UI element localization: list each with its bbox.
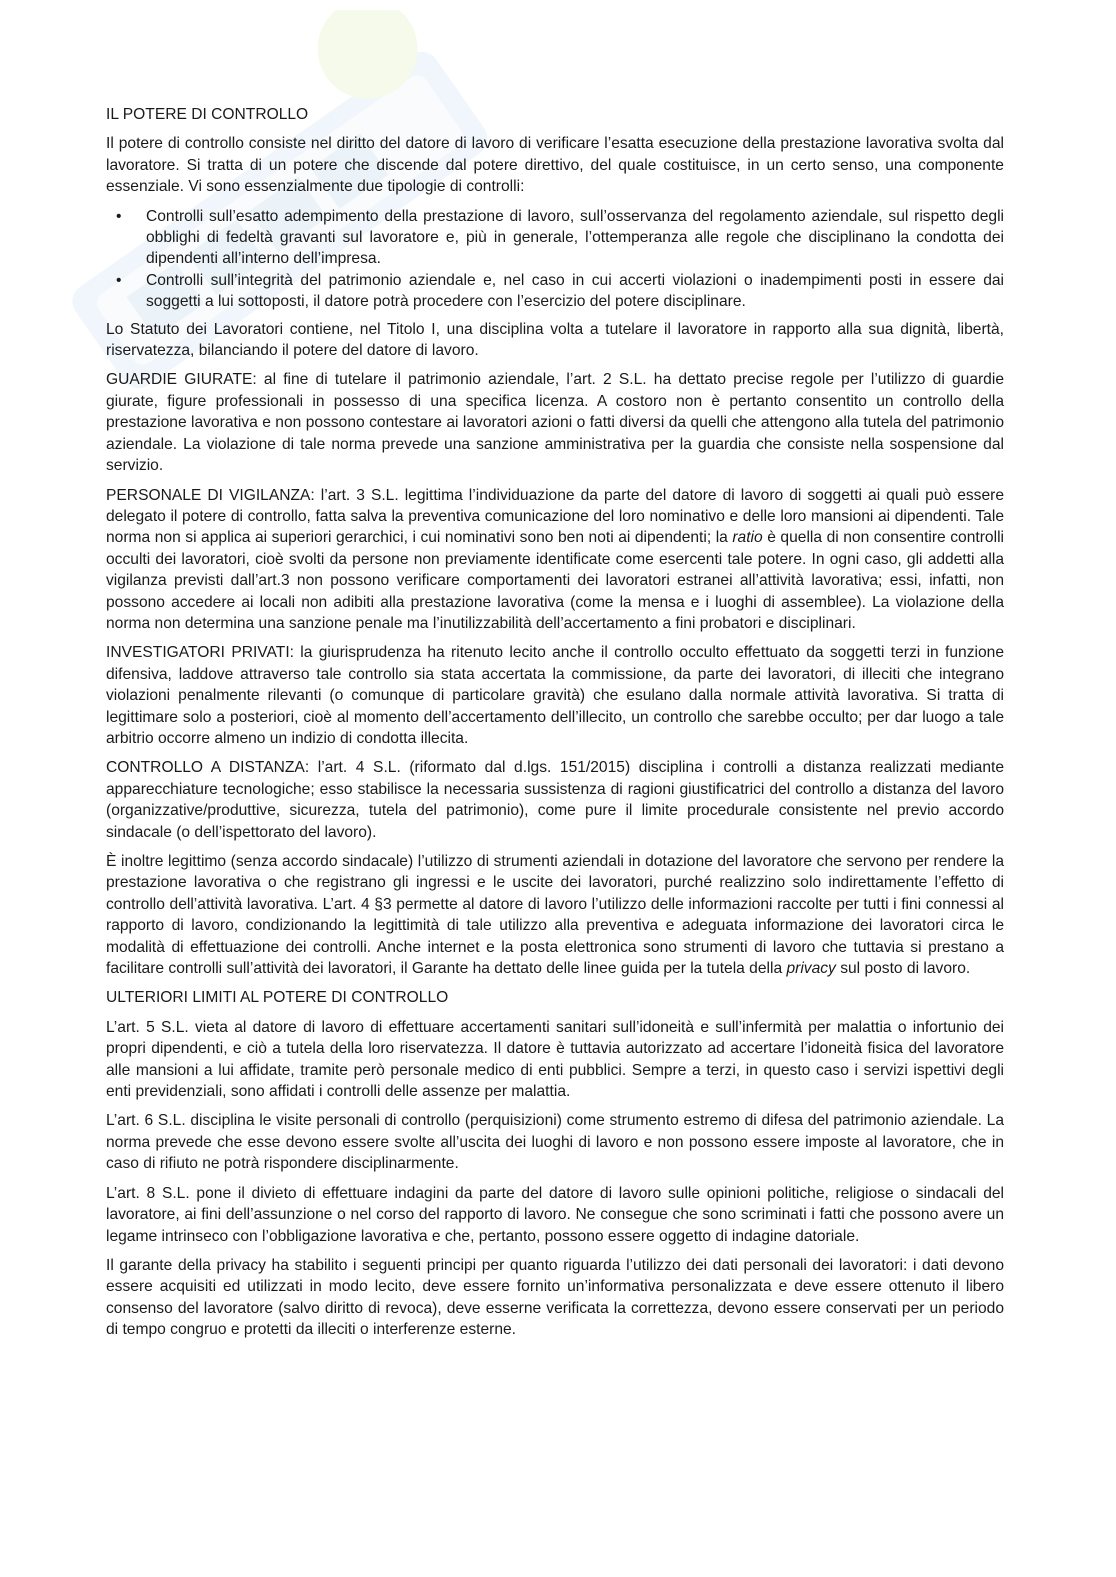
bullet-icon: •: [116, 271, 122, 289]
intro-paragraph: Il potere di controllo consiste nel diritto del datore di lavoro di verificare l’esatta esecuzione della prestazione lavorativa svolta dal lavoratore. Si tratta di un potere che discende dal potere direttivo, del quale costituisce, in un certo senso, una componente essenziale. Vi sono essenzialmente due tipologie di controlli:: [106, 135, 1004, 196]
control-types-list: [106, 206, 1004, 313]
italic-term: ratio: [732, 529, 763, 547]
legittimo-paragraph: [106, 851, 1004, 979]
art5-paragraph: L’art. 5 S.L. vieta al datore di lavoro di effettuare accertamenti sanitari sull’idoneità e sull’infermità per malattia o infortunio dei propri dipendenti, e ciò a tutela della loro riservatezza. Il datore è tuttavia autorizzato ad accertare l’idoneità fisica del lavoratore alle mansioni a lui affidate, tramite però personale medico di enti pubblici. Sempre a terzi, in questo caso i servizi ispettivi degli enti previdenziali, sono affidati i controlli delle assenze per malattia.: [106, 1018, 1004, 1101]
list-item-text: Controlli sull’esatto adempimento della prestazione di lavoro, sull’osservanza del regolamento aziendale, sul rispetto degli obblighi di fedeltà gravanti sul lavoratore e, più in generale, l’ottemperanza alle regole che disciplinano la condotta dei dipendenti all’interno dell’impresa.: [146, 207, 1004, 268]
section-subtitle: ULTERIORI LIMITI AL POTERE DI CONTROLLO: [106, 989, 449, 1007]
statuto-paragraph: Lo Statuto dei Lavoratori contiene, nel Titolo I, una disciplina volta a tutelare il lavoratore in rapporto alla sua dignità, libertà, riservatezza, bilanciando il potere del datore di lavoro.: [106, 320, 1004, 360]
list-item-text: Controlli sull’integrità del patrimonio aziendale e, nel caso in cui accerti violazioni o inadempimenti posti in essere dai soggetti a lui sottoposti, il datore potrà procedere con l’esercizio del potere disciplinare.: [146, 271, 1004, 311]
text-segment: PERSONALE DI VIGILANZA: l’art. 3 S.L. legittima l’individuazione da parte del datore di lavoro di soggetti ai quali può essere delegato il potere di controllo, fatta salva la preventiva comunicazione del loro nominativo e delle loro mansioni ai dipendenti. Tale norma non si applica ai superiori gerarchici, i cui nominativi sono ben noti ai dipendenti; la: [106, 486, 1004, 547]
guardie-giurate-paragraph: GUARDIE GIURATE: al fine di tutelare il patrimonio aziendale, l’art. 2 S.L. ha dettato precise regole per l’utilizzo di guardie giurate, figure professionali in possesso di una specifica licenza. A costoro non è pertanto consentito un controllo della prestazione lavorativa e non possono contestare ai lavoratori azioni o fatti diversi da quelli che attengono alla tutela del patrimonio aziendale. La violazione di tale norma prevede una sanzione amministrativa per la guardia che consiste nella sospensione dal servizio.: [106, 371, 1004, 475]
personale-vigilanza-paragraph: [106, 485, 1004, 635]
list-item: [116, 206, 1004, 270]
text-segment: sul posto di lavoro.: [835, 960, 971, 978]
document-page: [106, 104, 1004, 1349]
page-title: IL POTERE DI CONTROLLO: [106, 106, 309, 123]
text-segment: È inoltre legittimo (senza accordo sindacale) l’utilizzo di strumenti aziendali in dotazione del lavoratore che servono per rendere la prestazione lavorativa o che registrano gli ingressi e le uscite dei lavoratori, purché realizzino solo indirettamente l’effetto di controllo dell’attività lavorativa. L’art. 4 §3 permette al datore di lavoro l’utilizzo delle informazioni raccolte per tutti i fini connessi al rapporto di lavoro, condizionando la legittimità di tale utilizzo alla preventiva e adeguata informazione dei lavoratori circa le modalità di effettuazione dei controlli. Anche internet e la posta elettronica sono strumenti di lavoro che tuttavia si prestano a facilitare controlli sull’attività dei lavoratori, il Garante ha dettato delle linee guida per la tutela della: [106, 853, 1004, 978]
list-item: [116, 270, 1004, 313]
controllo-distanza-paragraph: CONTROLLO A DISTANZA: l’art. 4 S.L. (riformato dal d.lgs. 151/2015) disciplina i controlli a distanza realizzati mediante apparecchiature tecnologiche; esso stabilisce la necessaria sussistenza di ragioni giustificatrici del controllo a distanza del lavoro (organizzative/produttive, sicurezza, tutela del patrimonio), come pure il limite procedurale consistente nel previo accordo sindacale (o dell’ispettorato del lavoro).: [106, 759, 1004, 841]
art6-paragraph: L’art. 6 S.L. disciplina le visite personali di controllo (perquisizioni) come strumento estremo di difesa del patrimonio aziendale. La norma prevede che esse devono essere svolte all’uscita dei luoghi di lavoro e non possono essere imposte al lavoratore, che in caso di rifiuto ne potrà rispondere disciplinarmente.: [106, 1112, 1004, 1173]
italic-term: privacy: [786, 960, 836, 978]
bullet-icon: •: [116, 207, 122, 225]
investigatori-privati-paragraph: INVESTIGATORI PRIVATI: la giurisprudenza ha ritenuto lecito anche il controllo occulto effettuato da soggetti terzi in funzione difensiva, laddove attraverso tale controllo sia stata accertata la commissione, da parte dei lavoratori, di illeciti che integrano violazioni penalmente rilevanti (o comunque di particolare gravità) che esulano dalla normale attività lavorativa. Si tratta di legittimare solo a posteriori, cioè al momento dell’accertamento dell’illecito, un controllo che sarebbe occulto; per dar luogo a tale arbitrio occorre almeno un indizio di condotta illecita.: [106, 644, 1004, 747]
garante-paragraph: Il garante della privacy ha stabilito i seguenti principi per quanto riguarda l’utilizzo dei dati personali dei lavoratori: i dati devono essere acquisiti ed utilizzati in modo lecito, deve essere fornito un’informativa personalizzata e deve essere ottenuto il libero consenso del lavoratore (salvo diritto di revoca), deve esserne verificata la correttezza, devono essere conservati per un periodo di tempo congruo e protetti da illeciti o interferenze esterne.: [106, 1256, 1004, 1339]
art8-paragraph: L’art. 8 S.L. pone il divieto di effettuare indagini da parte del datore di lavoro sulle opinioni politiche, religiose o sindacali del lavoratore, ai fini dell’assunzione o nel corso del rapporto di lavoro. Ne consegue che sono scriminati i fatti che possono avere un legame intrinseco con l’obbligazione lavorativa e che, pertanto, possono essere oggetto di indagine datoriale.: [106, 1184, 1004, 1245]
text-segment: è quella di non consentire controlli occulti dei lavoratori, cioè svolti da persone non previamente identificate come esercenti tale potere. In ogni caso, gli addetti alla vigilanza previsti dall’art.3 non possono verificare comportamenti dei lavoratori estranei all’attività lavorativa; essi, infatti, non possono accedere ai locali non adibiti alla prestazione lavorativa (come la mensa e i luoghi di assemblee). La violazione della norma non determina una sanzione penale ma l’inutilizzabilità dell’accertamento a fini probatori e disciplinari.: [106, 529, 1004, 632]
